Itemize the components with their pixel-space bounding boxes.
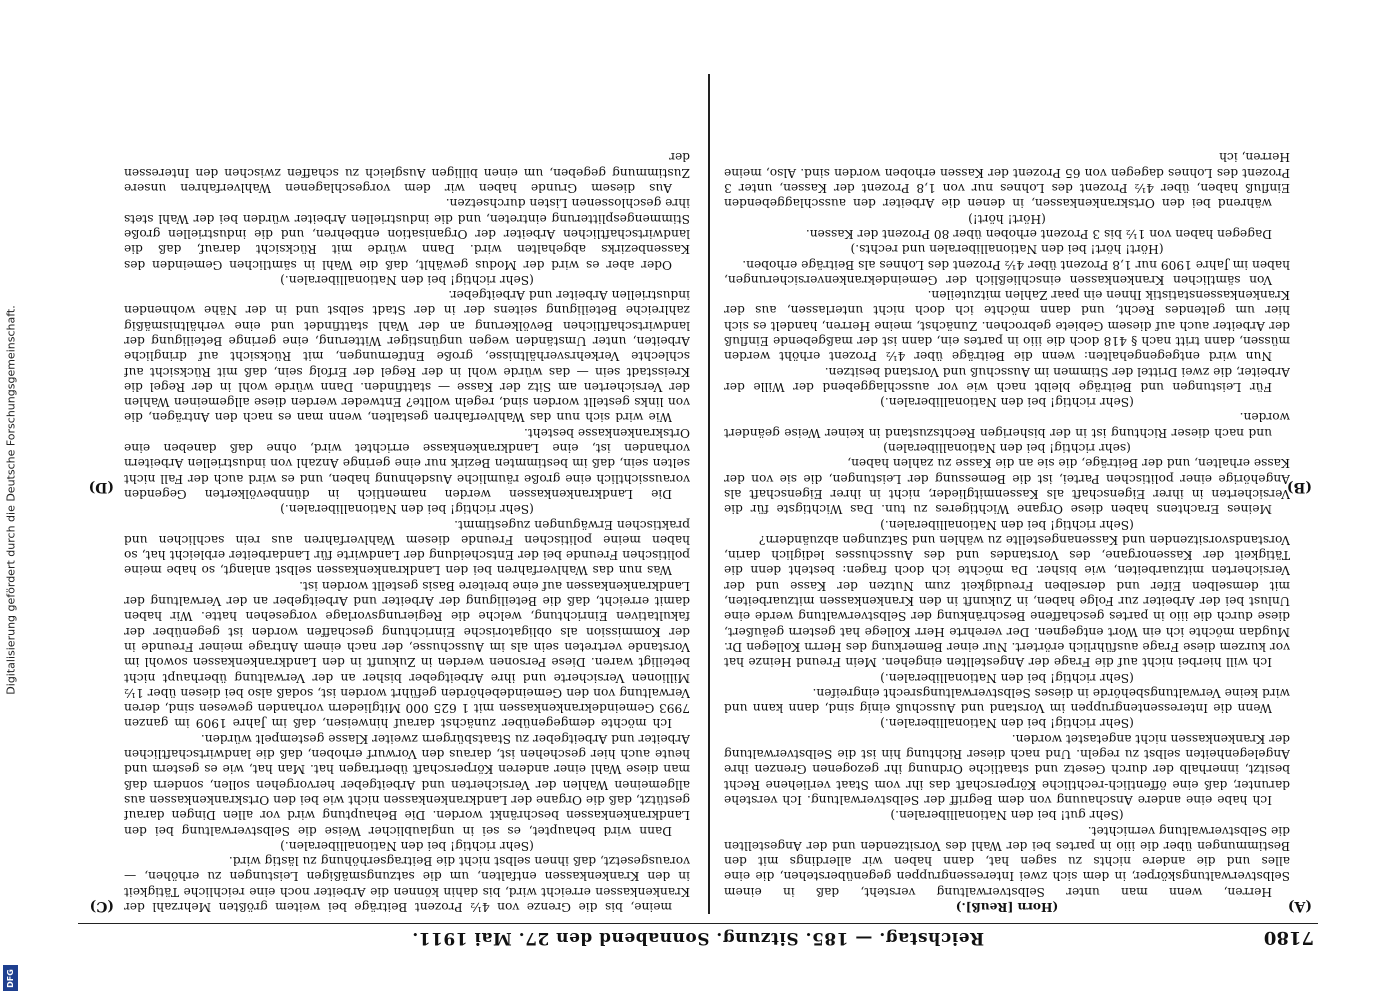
left-column	[724, 74, 1290, 914]
right-column-paragraphs	[124, 149, 690, 914]
interjection: (Sehr richtig! bei den Nationalliberalen.)	[880, 517, 1134, 532]
paragraph: Wie wird sich nun das Wahlverfahren gestalten, wenn man es nach den Anträgen, die von links gestellt worden sind, regeln wollte? Entweder werden diese allgemeinen Wahlen der Versicherten am Sitz der Kasse — stattfinden. Dann würde wohl in der Regel die Kreisstadt sein — das würde wohl in der Regel der Erfolg sein, daß mit Rücksicht auf schlechte Verkehrsverhältnisse, große Entfernungen, mit Rücksicht auf dringliche Arbeiten, unter Umständen wegen ungünstiger Witterung, eine geringe Beteiligung der landwirtschaftlichen Bevölkerung an der Wahl stattfindet und eine verhältnismäßig zahlreiche Beteiligung seitens der in der Stadt selbst und in der Nähe wohnenden industriellen Arbeiter und Arbeitgeber.	[124, 288, 690, 425]
paragraph: Für Leistungen und Beiträge bleibt nach wie vor ausschlaggebend der Wille der Arbeiter, die zwei Drittel der Stimmen im Ausschuß und Vorstand besitzen.	[724, 364, 1290, 394]
scanned-page	[78, 70, 1318, 950]
paragraph: Nun wird entgegengehalten: wenn die Beiträge über 4½ Prozent erhöht werden müssen, dann tritt nach § 418 doch die iiio in partes ein, dann ist der maßgebende Einfluß der Arbeiter auch auf diesem Gebiete gebrochen. Zunächst, meine Herren, handelt es sich hier um geltendes Recht, und dann möchte ich doch nicht unterlassen, aus der Krankenkassenstatistik Ihnen ein paar Zahlen mitzuteilen.	[724, 288, 1290, 364]
paragraph: Was nun das Wahlverfahren bei den Landkrankenkassen selbst anlangt, so habe meine politischen Freunde bei der Entscheidung der Landwirte für Landarbeiter erbleicht hat, so haben meine politischen Freunde diesem Wahlverfahren aus rein sachlichen und praktischen Erwägungen zugestimmt.	[124, 517, 690, 578]
paragraph: Von sämtlichen Krankenkassen einschließlich der Gemeindekrankenversicherungen, haben im Jahre 1909 nur 1,8 Prozent über 4½ Prozent des Lohnes als Beiträge erhoben.	[724, 257, 1290, 287]
interjection: (Sehr richtig! bei den Nationalliberalen.)	[280, 272, 534, 287]
interjection: (Sehr richtig! bei den Nationalliberalen.)	[880, 670, 1134, 685]
paragraph: während bei den Ortskrankenkassen, in denen die Arbeiter den ausschlaggebenden Einfluß haben, über 4½ Prozent des Lohnes nur von 1,8 Prozent der Kassen, unter 3 Prozent des Lohnes dagegen von 65 Prozent der Kassen erhoben worden sind. Also, meine Herren, ich	[724, 150, 1290, 211]
dfg-logo-icon: DFG	[3, 965, 18, 991]
column-divider	[709, 74, 711, 914]
left-column-paragraphs	[724, 149, 1290, 899]
page-number: 7180	[1263, 927, 1314, 948]
interjection: (Sehr richtig! bei den Nationalliberalen.)	[280, 838, 534, 853]
paragraph: Ich habe eine andere Anschauung von dem Begriff der Selbstverwaltung. Ich verstehe darunter, daß eine öffentlich-rechtliche Körperschaft das ihr vom Staat verliehene Recht besitzt, innerhalb der durch Gesetz und staatliche Ordnung ihr gezogenen Grenzen ihre Angelegenheiten selbst zu regeln. Und nach dieser Richtung hin ist die Selbstverwaltung der Krankenkassen nicht angetastet worden.	[724, 731, 1290, 807]
paragraph: Die Landkrankenkassen werden namentlich in dünnbevölkerten Gegenden voraussichtlich eine große räumliche Ausdehnung haben, und es wird auch der Fall nicht selten sein, daß im bestimmten Bezirk nur eine geringe Anzahl von industriellen Arbeitern vorhanden ist, eine Landkrankenkasse errichtet wird, ohne daß daneben eine Ortskrankenkasse besteht.	[124, 425, 690, 501]
right-column	[124, 74, 690, 914]
paragraph: Herren, wenn man unter Selbstverwaltung versteht, daß in einem Selbstverwaltungskörper, in dem sich zwei Interessengruppen gegenüberstehen, die eine alles und die andere nichts zu sagen hat, dann haben wir allerdings mit den Bestimmungen über die iiio in partes bei der Wahl des Vorsitzenden und der Angestellten die Selbstverwaltung vernichtet.	[724, 823, 1290, 899]
margin-letter-b: (B)	[1286, 479, 1312, 495]
interjection: (Hört! hört!)	[968, 211, 1046, 226]
paragraph: Dann wird behauptet, es sei in unglaublicher Weise die Selbstverwaltung bei den Landkrankenkassen beschränkt worden. Die Behauptung wird vor allen Dingen darauf gestützt, daß die Organe der Landkrankenkassen nicht wie bei den Ortskrankenkassen aus allgemeinen Wahlen der Versicherten und Arbeitgeber hervorgehen sollen, sondern daß man diese Wahl einer anderen Körperschaft übertragen hat. Man hat, wie es gestern und heute auch hier geschehen ist, daraus den Vorwurf erhoben, daß die landwirtschaftlichen Arbeiter und Arbeitgeber zu Staatsbürgern zweiter Klasse gestempelt würden.	[124, 731, 690, 838]
interjection: (Sehr richtig! bei den Nationalliberalen.)	[880, 716, 1134, 731]
margin-letter-c: (C)	[89, 898, 114, 914]
margin-letter-d: (D)	[88, 479, 114, 495]
paragraph: Ich will hierbei nicht auf die Frage der Angestellten eingehen. Mein Freund Heinze hat vor kurzem diese Frage ausführlich erörtert. Nur einer Bemerkung des Herrn Kollegen Dr. Mugdan möchte ich ein Wort entgegnen. Der verehrte Herr Kollege hat gestern geäußert, diese durch die iiio in partes geschaffene Beschränkung der Selbstverwaltung werde eine Unlust bei der Arbeiter zur Folge haben, in Zukunft in den Krankenkassen mitzuarbeiten, mit demselben Eifer und derselben Freudigkeit zum Nutzen der Kasse und der Versicherten mitzuarbeiten, wie bisher. Da möchte ich doch fragen: besteht denn die Tätigkeit der Kassenorgane, des Vorstandes und des Ausschusses lediglich darin, Vorstandsvorsitzenden und Kassenangestellte zu wählen und Satzungen abzuändern?	[724, 532, 1290, 670]
digitization-credit	[0, 0, 22, 1000]
interjection: (Hört! hört! bei den Nationalliberalen und rechts.)	[850, 242, 1164, 257]
interjection: (Sehr gut! bei den Nationalliberalen.)	[890, 808, 1124, 823]
paragraph: Ich möchte demgegenüber zunächst darauf hinweisen, daß im Jahre 1909 im ganzen 7993 Gemeindekrankenkassen mit 1 625 000 Mitgliedern vorhanden gewesen sind, deren Verwaltung von den Gemeindebehörden geführt worden ist, sodaß also bei diesen über 1½ Millionen Versicherte und ihre Arbeitgeber bisher an der Verwaltung überhaupt nicht beteiligt waren. Diese Personen werden in Zukunft in den Landkrankenkassen sowohl im Vorstande vertreten sein als im Ausschusse, der nach einem Antrage meiner Freunde in der Kommission als obligatorische Einrichtung geschaffen worden ist gegenüber der fakultativen Einrichtung, welche die Regierungsvorlage vorgesehen hatte. Wir haben damit erreicht, daß die Beteiligung der Arbeiter und Arbeitgeber an der Verwaltung der Landkrankenkassen auf eine breitere Basis gestellt worden ist.	[124, 578, 690, 731]
credit-text: Digitalisierung gefördert durch die Deutsche Forschungsgemeinschaft.	[4, 305, 18, 695]
page-header	[78, 923, 1318, 950]
paragraph: meine, bis die Grenze von 4½ Prozent Beiträge bei weitem größten Mehrzahl der Krankenkassen erreicht wird, bis dahin können die Arbeiter noch eine reichliche Tätigkeit in den Krankenkassen entfalten, um die satzungsmäßigen Leistungen zu erhöhen, — vorausgesetzt, daß ihnen selbst nicht die Beitragserhöhung zu lästig wird.	[124, 854, 690, 914]
margin-letter-a: (A)	[1287, 898, 1312, 914]
interjection: (Sehr richtig! bei den Nationalliberalen.)	[280, 502, 534, 517]
interjection: (sehr richtig! bei den Nationalliberalen)	[883, 441, 1131, 456]
paragraph: Dagegen haben von 1½ bis 3 Prozent erhoben über 80 Prozent der Kassen.	[805, 226, 1272, 241]
speaker-label: (Horn [Reuß].)	[955, 900, 1059, 914]
paragraph: Aus diesem Grunde haben wir dem vorgeschlagenen Wahlverfahren unsere Zustimmung gegeben, um einen billigen Ausgleich zu schaffen zwischen den Interessen der	[124, 150, 690, 196]
paragraph: Oder aber es wird der Modus gewählt, daß die Wahl in sämtlichen Gemeinden des Kassenbezirks abgehalten wird. Dann würde mit Rücksicht darauf, daß die landwirtschaftlichen Arbeiter der Organisation entbehren, und die industriellen große Stimmengesplitterung eintreten, und die industriellen Arbeiter würden bei der Wahl stets ihre geschlossenen Listen durchsetzen.	[124, 196, 690, 272]
interjection: (Sehr richtig! bei den Nationalliberalen.)	[880, 395, 1134, 410]
paragraph: Meines Erachtens haben diese Organe Wichtigeres zu tun. Das Wichtigste für die Versicherten in ihrer Eigenschaft als Kassenmitglieder, nicht in ihrer Eigenschaft als Angehörige einer politischen Partei, ist die Bemessung der Leistungen, die sie von der Kasse erhalten, und der Beiträge, die sie an die Kasse zu zahlen haben,	[724, 456, 1290, 517]
paragraph: und nach dieser Richtung ist in der bisherigen Rechtszustand in keiner Weise geändert worden.	[724, 410, 1290, 440]
paragraph: Wenn die Interessentengruppen im Vorstand und Ausschuß einig sind, dann kann und wird keine Verwaltungsbehörde in dieses Selbstverwaltungsrecht eingreifen.	[724, 685, 1290, 716]
running-title: Reichstag. — 185. Sitzung. Sonnabend den 27. Mai 1911.	[411, 928, 985, 948]
